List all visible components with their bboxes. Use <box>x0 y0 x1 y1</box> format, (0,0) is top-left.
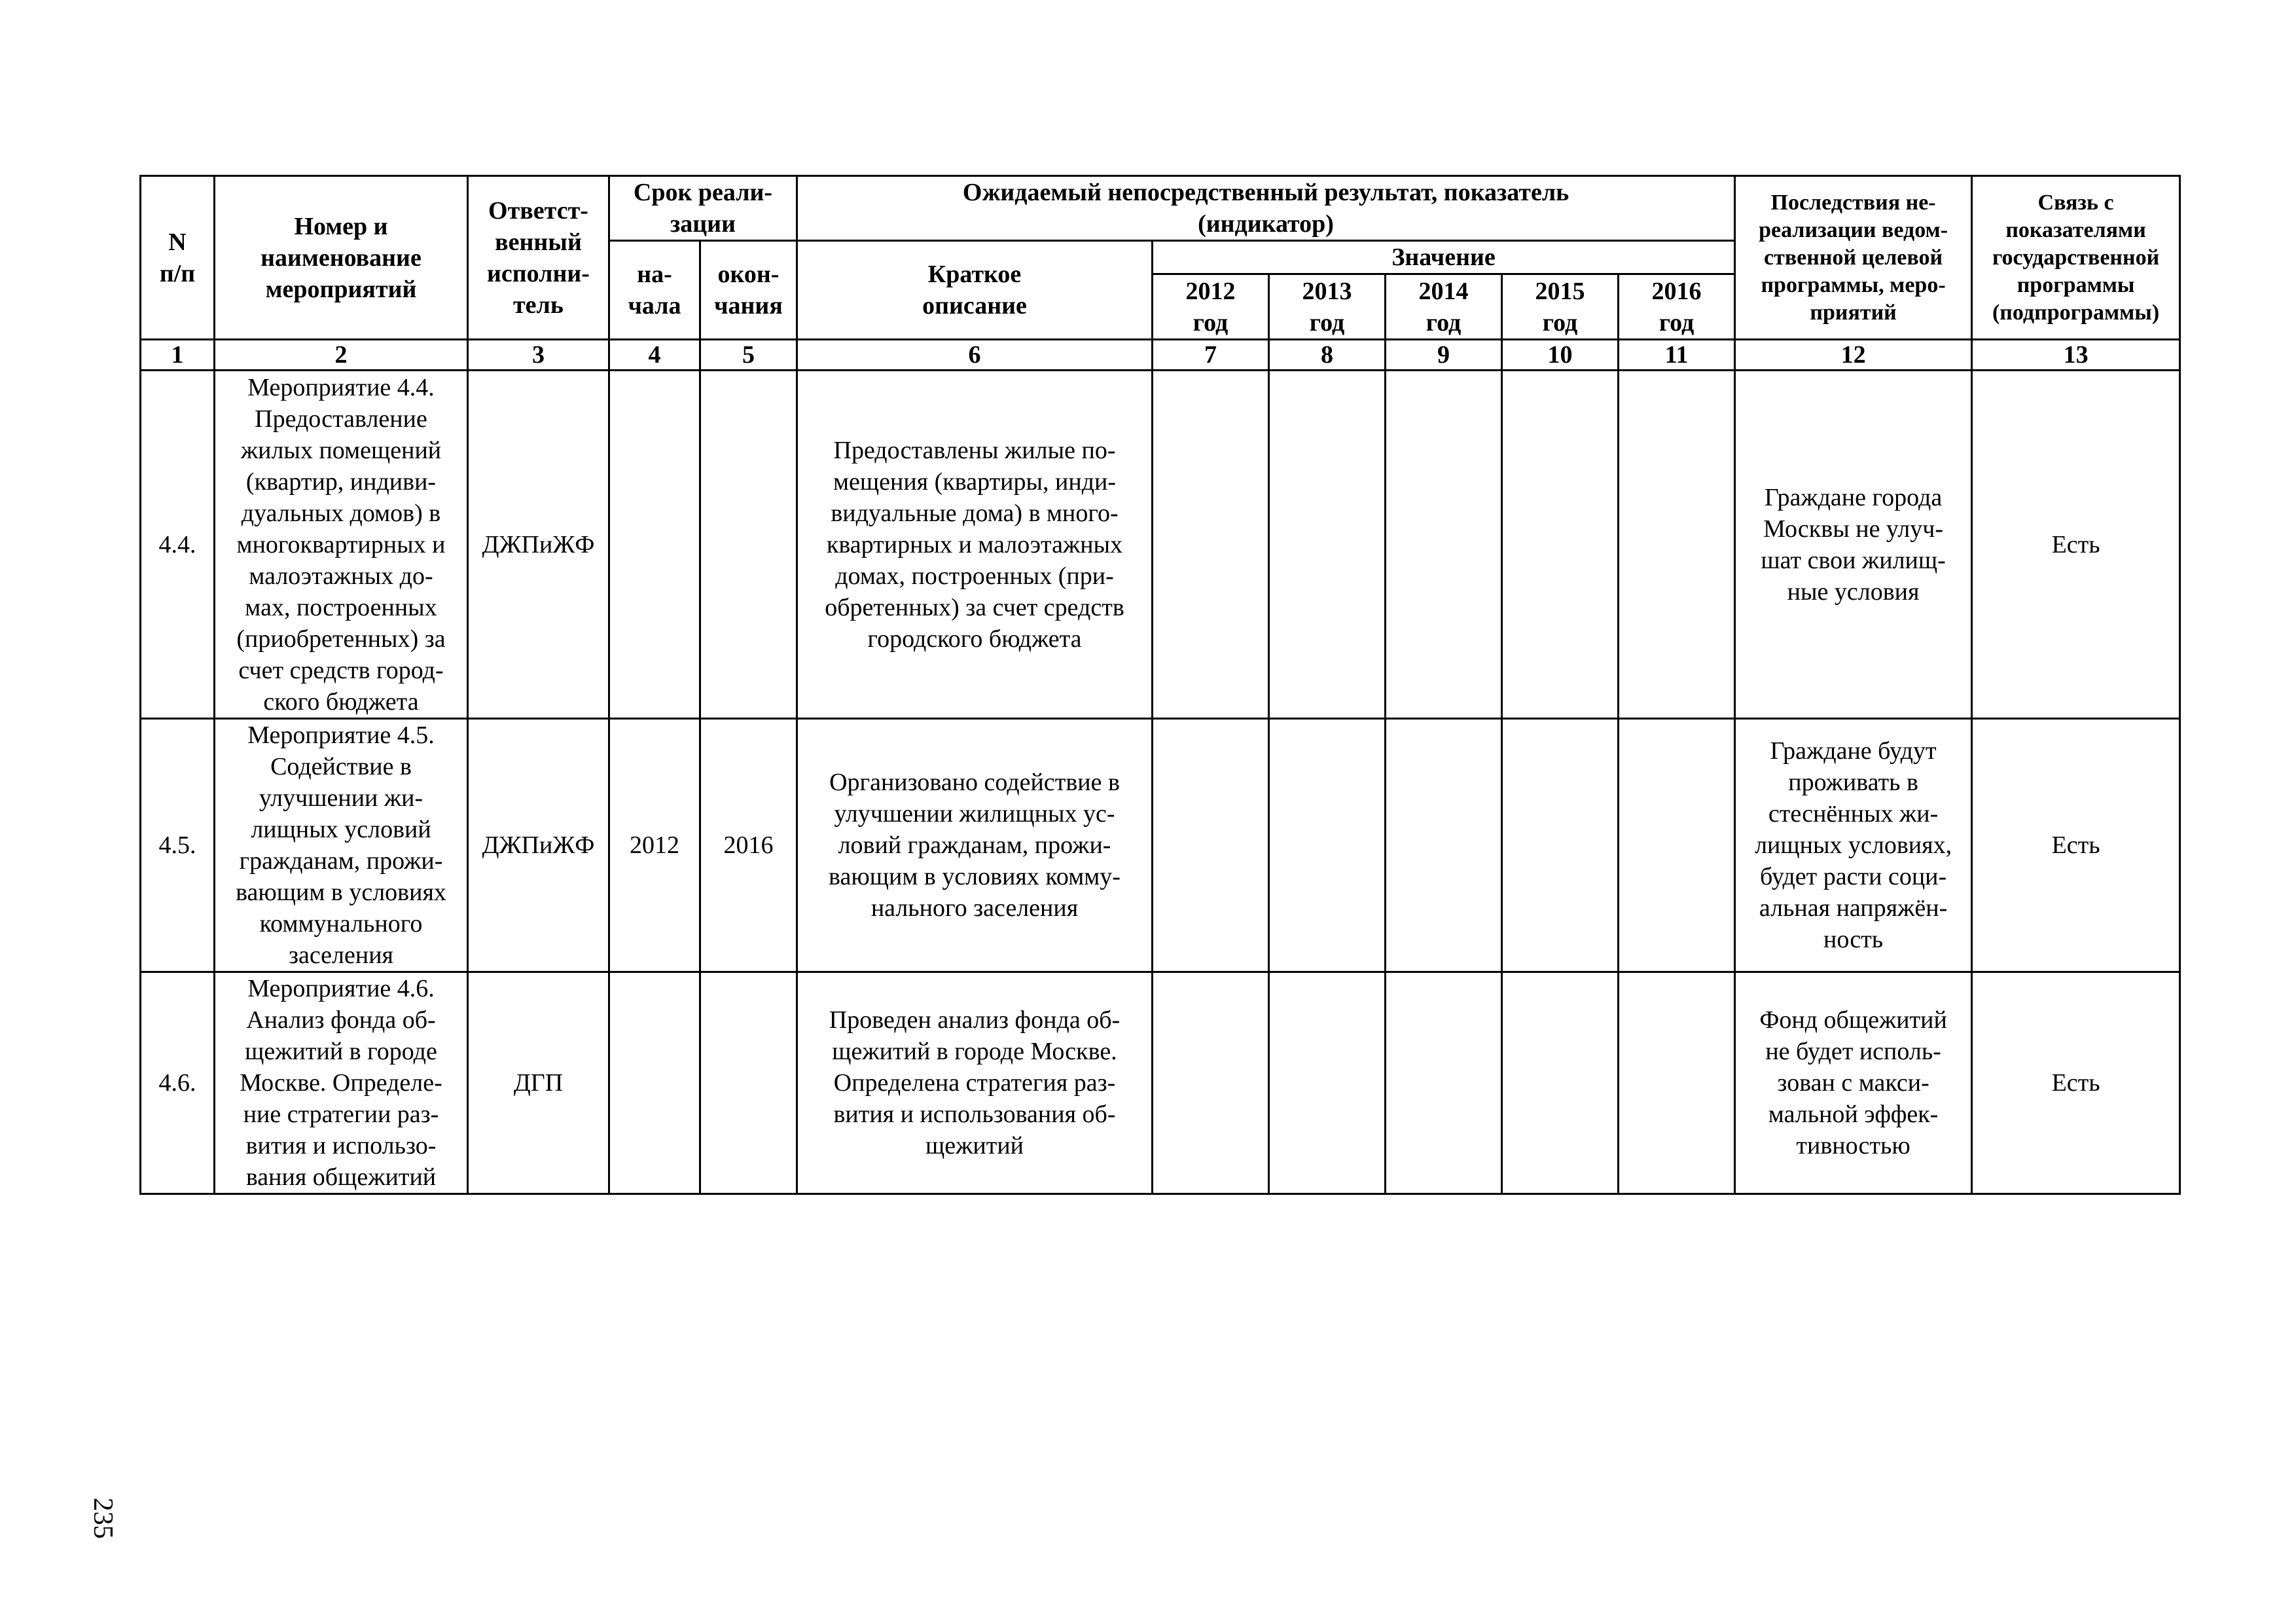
measure-name: Мероприятие 4.6. Анализ фонда об- щежитий в городе Москве. Определе- ние стратегии раз- вития и использо- вания общежитий <box>215 972 468 1194</box>
result-description: Предоставлены жилые по- мещения (квартиры, инди- видуальные дома) в много- квартирных и малоэтажных домах, построенных (при- обретенных) за счет средств городского бюджета <box>797 371 1153 719</box>
value-2015 <box>1502 371 1619 719</box>
value-2015 <box>1502 719 1619 972</box>
value-2016 <box>1619 719 1735 972</box>
consequences: Граждане города Москвы не улуч- шат свои жилищ- ные условия <box>1735 371 1972 719</box>
value-2014 <box>1386 719 1502 972</box>
header-year-2015: 2015 год <box>1502 274 1619 340</box>
link: Есть <box>1972 371 2180 719</box>
header-year-2012: 2012 год <box>1153 274 1269 340</box>
header-result: Ожидаемый непосредственный результат, показатель (индикатор) <box>797 176 1735 241</box>
header-year-2013: 2013 год <box>1269 274 1386 340</box>
row-number: 4.4. <box>141 371 215 719</box>
term-start <box>609 371 700 719</box>
value-2014 <box>1386 972 1502 1194</box>
result-description: Проведен анализ фонда об- щежитий в городе Москве. Определена стратегия раз- вития и использования об- щежитий <box>797 972 1153 1194</box>
value-2013 <box>1269 719 1386 972</box>
term-start: 2012 <box>609 719 700 972</box>
measure-name: Мероприятие 4.4. Предоставление жилых помещений (квартир, индиви- дуальных домов) в многоквартирных и малоэтажных до- мах, построенных (приобретенных) за счет средств город- ского бюджета <box>215 371 468 719</box>
column-number: 7 <box>1153 340 1269 371</box>
header-term-start: на- чала <box>609 241 700 340</box>
value-2014 <box>1386 371 1502 719</box>
column-number: 8 <box>1269 340 1386 371</box>
page-number: 235 <box>88 1497 118 1539</box>
column-number: 6 <box>797 340 1153 371</box>
column-number-row <box>141 340 2180 371</box>
column-number: 13 <box>1972 340 2180 371</box>
table-row <box>141 719 2180 972</box>
value-2013 <box>1269 371 1386 719</box>
header-description: Краткое описание <box>797 241 1153 340</box>
column-number: 5 <box>700 340 797 371</box>
consequences: Граждане будут проживать в стеснённых жи- лищных условиях, будет расти соци- альная напряжён- ность <box>1735 719 1972 972</box>
header-name: Номер и наименование мероприятий <box>215 176 468 340</box>
header-term: Срок реали- зации <box>609 176 797 241</box>
column-number: 10 <box>1502 340 1619 371</box>
value-2015 <box>1502 972 1619 1194</box>
term-start <box>609 972 700 1194</box>
value-2013 <box>1269 972 1386 1194</box>
column-number: 3 <box>468 340 609 371</box>
executor: ДЖПиЖФ <box>468 371 609 719</box>
value-2012 <box>1153 371 1269 719</box>
column-number: 11 <box>1619 340 1735 371</box>
measure-name: Мероприятие 4.5. Содействие в улучшении жи- лищных условий гражданам, прожи- вающим в условиях коммунального заселения <box>215 719 468 972</box>
value-2016 <box>1619 972 1735 1194</box>
program-table-container <box>139 175 2181 1195</box>
header-consequences: Последствия не- реализации ведом- ственной целевой программы, меро- приятий <box>1735 176 1972 340</box>
program-table <box>139 175 2181 1195</box>
row-number: 4.5. <box>141 719 215 972</box>
value-2016 <box>1619 371 1735 719</box>
table-row <box>141 972 2180 1194</box>
header-link: Связь с показателями государственной программы (подпрограммы) <box>1972 176 2180 340</box>
header-n: N п/п <box>141 176 215 340</box>
result-description: Организовано содействие в улучшении жилищных ус- ловий гражданам, прожи- вающим в условиях комму- нального заселения <box>797 719 1153 972</box>
column-number: 9 <box>1386 340 1502 371</box>
term-end <box>700 972 797 1194</box>
executor: ДЖПиЖФ <box>468 719 609 972</box>
link: Есть <box>1972 972 2180 1194</box>
link: Есть <box>1972 719 2180 972</box>
header-year-2014: 2014 год <box>1386 274 1502 340</box>
column-number: 2 <box>215 340 468 371</box>
term-end <box>700 371 797 719</box>
consequences: Фонд общежитий не будет исполь- зован с макси- мальной эффек- тивностью <box>1735 972 1972 1194</box>
executor: ДГП <box>468 972 609 1194</box>
header-value: Значение <box>1153 241 1735 274</box>
column-number: 12 <box>1735 340 1972 371</box>
term-end: 2016 <box>700 719 797 972</box>
header-executor: Ответст- венный исполни- тель <box>468 176 609 340</box>
value-2012 <box>1153 972 1269 1194</box>
column-number: 1 <box>141 340 215 371</box>
value-2012 <box>1153 719 1269 972</box>
header-year-2016: 2016 год <box>1619 274 1735 340</box>
header-term-end: окон- чания <box>700 241 797 340</box>
row-number: 4.6. <box>141 972 215 1194</box>
table-row <box>141 371 2180 719</box>
column-number: 4 <box>609 340 700 371</box>
